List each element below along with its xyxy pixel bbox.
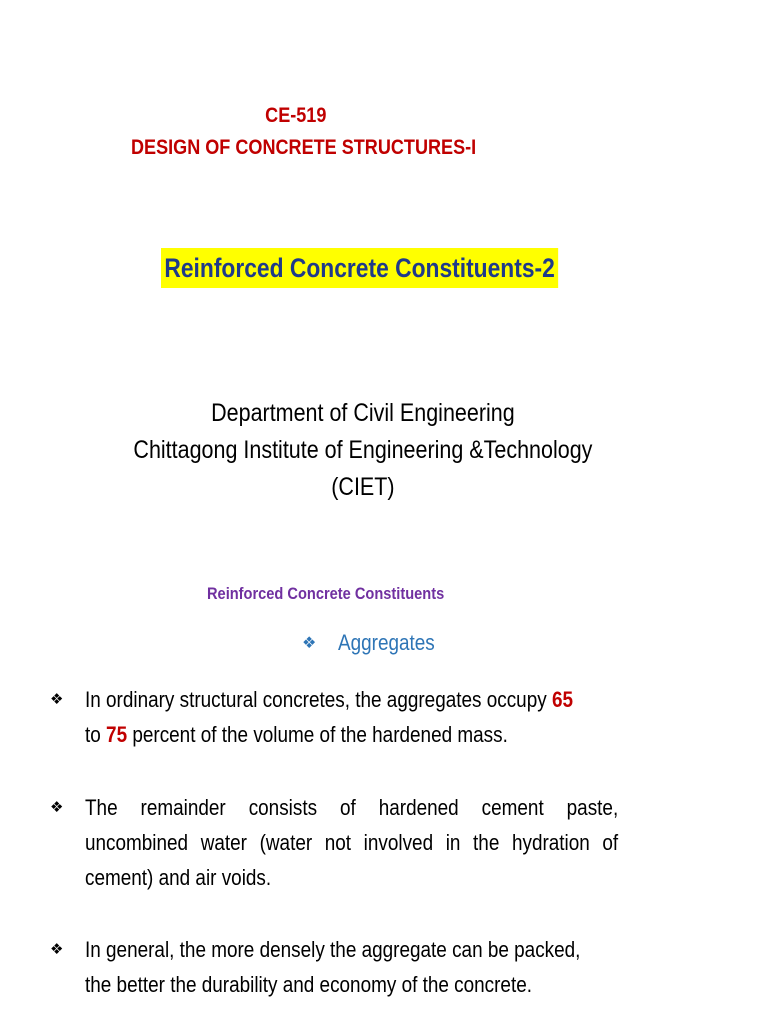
sub-bullet-aggregates [302,628,451,659]
bullet-text-segment: to [85,722,107,747]
diamond-bullet-icon: ❖ [50,691,64,708]
bullet-text [85,790,618,895]
institute-abbreviation: (CIET) [331,473,395,501]
department-block [0,395,726,506]
bullet-text-segment: In ordinary structural concretes, the aggregates occupy [85,687,552,712]
bullet-line [85,717,573,752]
bullet-text [85,682,573,752]
bullet-line [85,682,573,717]
department-name: Department of Civil Engineering [211,399,515,427]
highlight-value: 65 [551,687,573,712]
bullet-text-segment: percent of the volume of the hardened mass. [127,722,508,747]
bullet-line: In general, the more densely the aggregate can be packed, [85,937,581,962]
section-heading: Reinforced Concrete Constituents [207,584,445,603]
bullet-line: uncombined water (water not involved in the hydration of [85,830,619,855]
course-code: CE-519 [265,104,327,127]
bullet-line: the better the durability and economy of the concrete. [85,972,532,997]
course-header [131,100,476,164]
page-title: Reinforced Concrete Constituents-2 [161,248,558,288]
diamond-bullet-icon: ❖ [50,941,64,958]
diamond-bullet-icon: ❖ [50,799,64,816]
diamond-bullet-icon: ❖ [302,635,317,652]
sub-bullet-label: Aggregates [338,630,435,655]
bullet-line: The remainder consists of hardened cement paste, [85,795,619,820]
highlight-value: 75 [106,722,128,747]
bullet-text [85,932,580,1002]
bullet-line: cement) and air voids. [85,865,272,890]
institute-name: Chittagong Institute of Engineering &Technology [133,436,593,464]
course-title: DESIGN OF CONCRETE STRUCTURES-I [131,136,477,159]
